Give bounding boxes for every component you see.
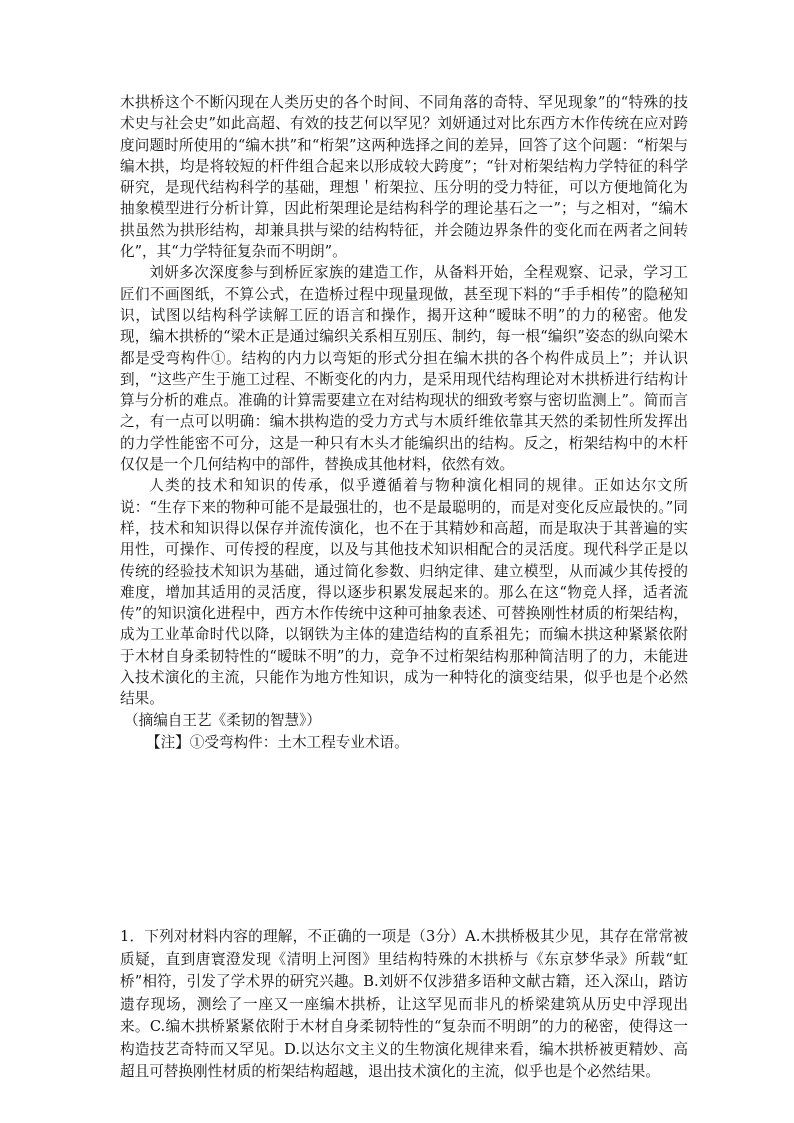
paragraph-2: 刘妍多次深度参与到桥匠家族的建造工作，从备料开始，全程观察、记录，学习工匠们不画图纸，不算公式，在造桥过程中现量现做，甚至现下料的“手手相传”的隐秘知识，试图以结构科学读解工匠的语言和操作，揭开这种“暧昧不明”的力的秘密。他发现，编木拱桥的“梁木正是通过编织关系相互别压、制约，每一根“编织”姿态的纵向梁木都是受弯构件①。结构的内力以弯矩的形式分担在编木拱的各个构件成员上”；并认识到，“这些产生于施工过程、不断变化的内力，是采用现代结构理论对木拱桥进行结构计算与分析的难点。准确的计算需要建立在对结构现状的细致考察与密切监测上”。简而言之，有一点可以明确：编木拱构造的受力方式与木质纤维依靠其天然的柔韧性所发挥出的力学性能密不可分，这是一种只有木头才能编织出的结构。反之，桁架结构中的木杆仅仅是一个几何结构中的部件，替换成其他材料，依然有效。 [120, 264, 688, 474]
paragraph-3: 人类的技术和知识的传承，似乎遵循着与物种演化相同的规律。正如达尔文所说：“生存下来的物种可能不是最强壮的，也不是最聪明的，而是对变化反应最快的。”同样，技术和知识得以保存并流传演化，也不在于其精妙和高超，而是取决于其普遍的实用性，可操作、可传授的程度，以及与其他技术知识相配合的灵活度。现代科学正是以传统的经验技术知识为基础，通过简化参数、归纳定律、建立模型，从而减少其传授的难度，增加其适用的灵活度，得以逐步积累发展起来的。那么在这“物竞人择，适者流传”的知识演化进程中，西方木作传统中这种可抽象表述、可替换刚性材质的桁架结构，成为工业革命时代以降，以钢铁为主体的建造结构的直系祖先；而编木拱这种紧紧依附于木材自身柔韧特性的“暧昧不明”的力，竞争不过桁架结构那种简洁明了的力，未能进入技术演化的主流，只能作为地方性知识，成为一种特化的演变结果，似乎也是个必然结果。 [120, 477, 688, 708]
source-citation: （摘编自王艺《柔韧的智慧》） [124, 711, 322, 729]
paragraph-1: 木拱桥这个不断闪现在人类历史的各个时间、不同角落的奇特、罕见现象”的“特殊的技术史与社会史”如此高超、有效的技艺何以罕见？刘妍通过对比东西方木作传统在应对跨度问题时所使用的“编木拱”和“桁架”这两种选择之间的差异，回答了这个问题：“桁架与编木拱，均是将较短的杆件组合起来以形成较大跨度”；“针对桁架结构力学特征的科学研究，是现代结构科学的基础，理想＇桁架拉、压分明的受力特征，可以方便地简化为抽象模型进行分析计算，因此桁架理论是结构科学的理论基石之一”；与之相对，“编木拱虽然为拱形结构，却兼具拱与梁的结构特征，并会随边界条件的变化而在两者之间转化”，其“力学特征复杂而不明朗”。 [120, 94, 688, 261]
question-1: 1．下列对材料内容的理解，不正确的一项是（3分）A.木拱桥极其少见，其存在常常被质疑，直到唐寰澄发现《清明上河图》里结构特殊的木拱桥与《东京梦华录》所载“虹桥”相符，引发了学术界的研究兴趣。B.刘妍不仅涉猎多语种文献古籍，还入深山，踏访遗存现场，测绘了一座又一座编木拱桥，让这罕见而非凡的桥梁建筑从历史中浮现出来。C.编木拱桥紧紧依附于木材自身柔韧特性的“复杂而不明朗”的力的秘密，使得这一构造技艺奇特而又罕见。D.以达尔文主义的生物演化规律来看，编木拱桥被更精妙、高超且可替换刚性材质的桁架结构超越，退出技术演化的主流，似乎也是个必然结果。 [120, 928, 688, 1080]
passage [120, 92, 688, 754]
footnote: 【注】①受弯构件：土木工程专业术语。 [146, 733, 409, 751]
